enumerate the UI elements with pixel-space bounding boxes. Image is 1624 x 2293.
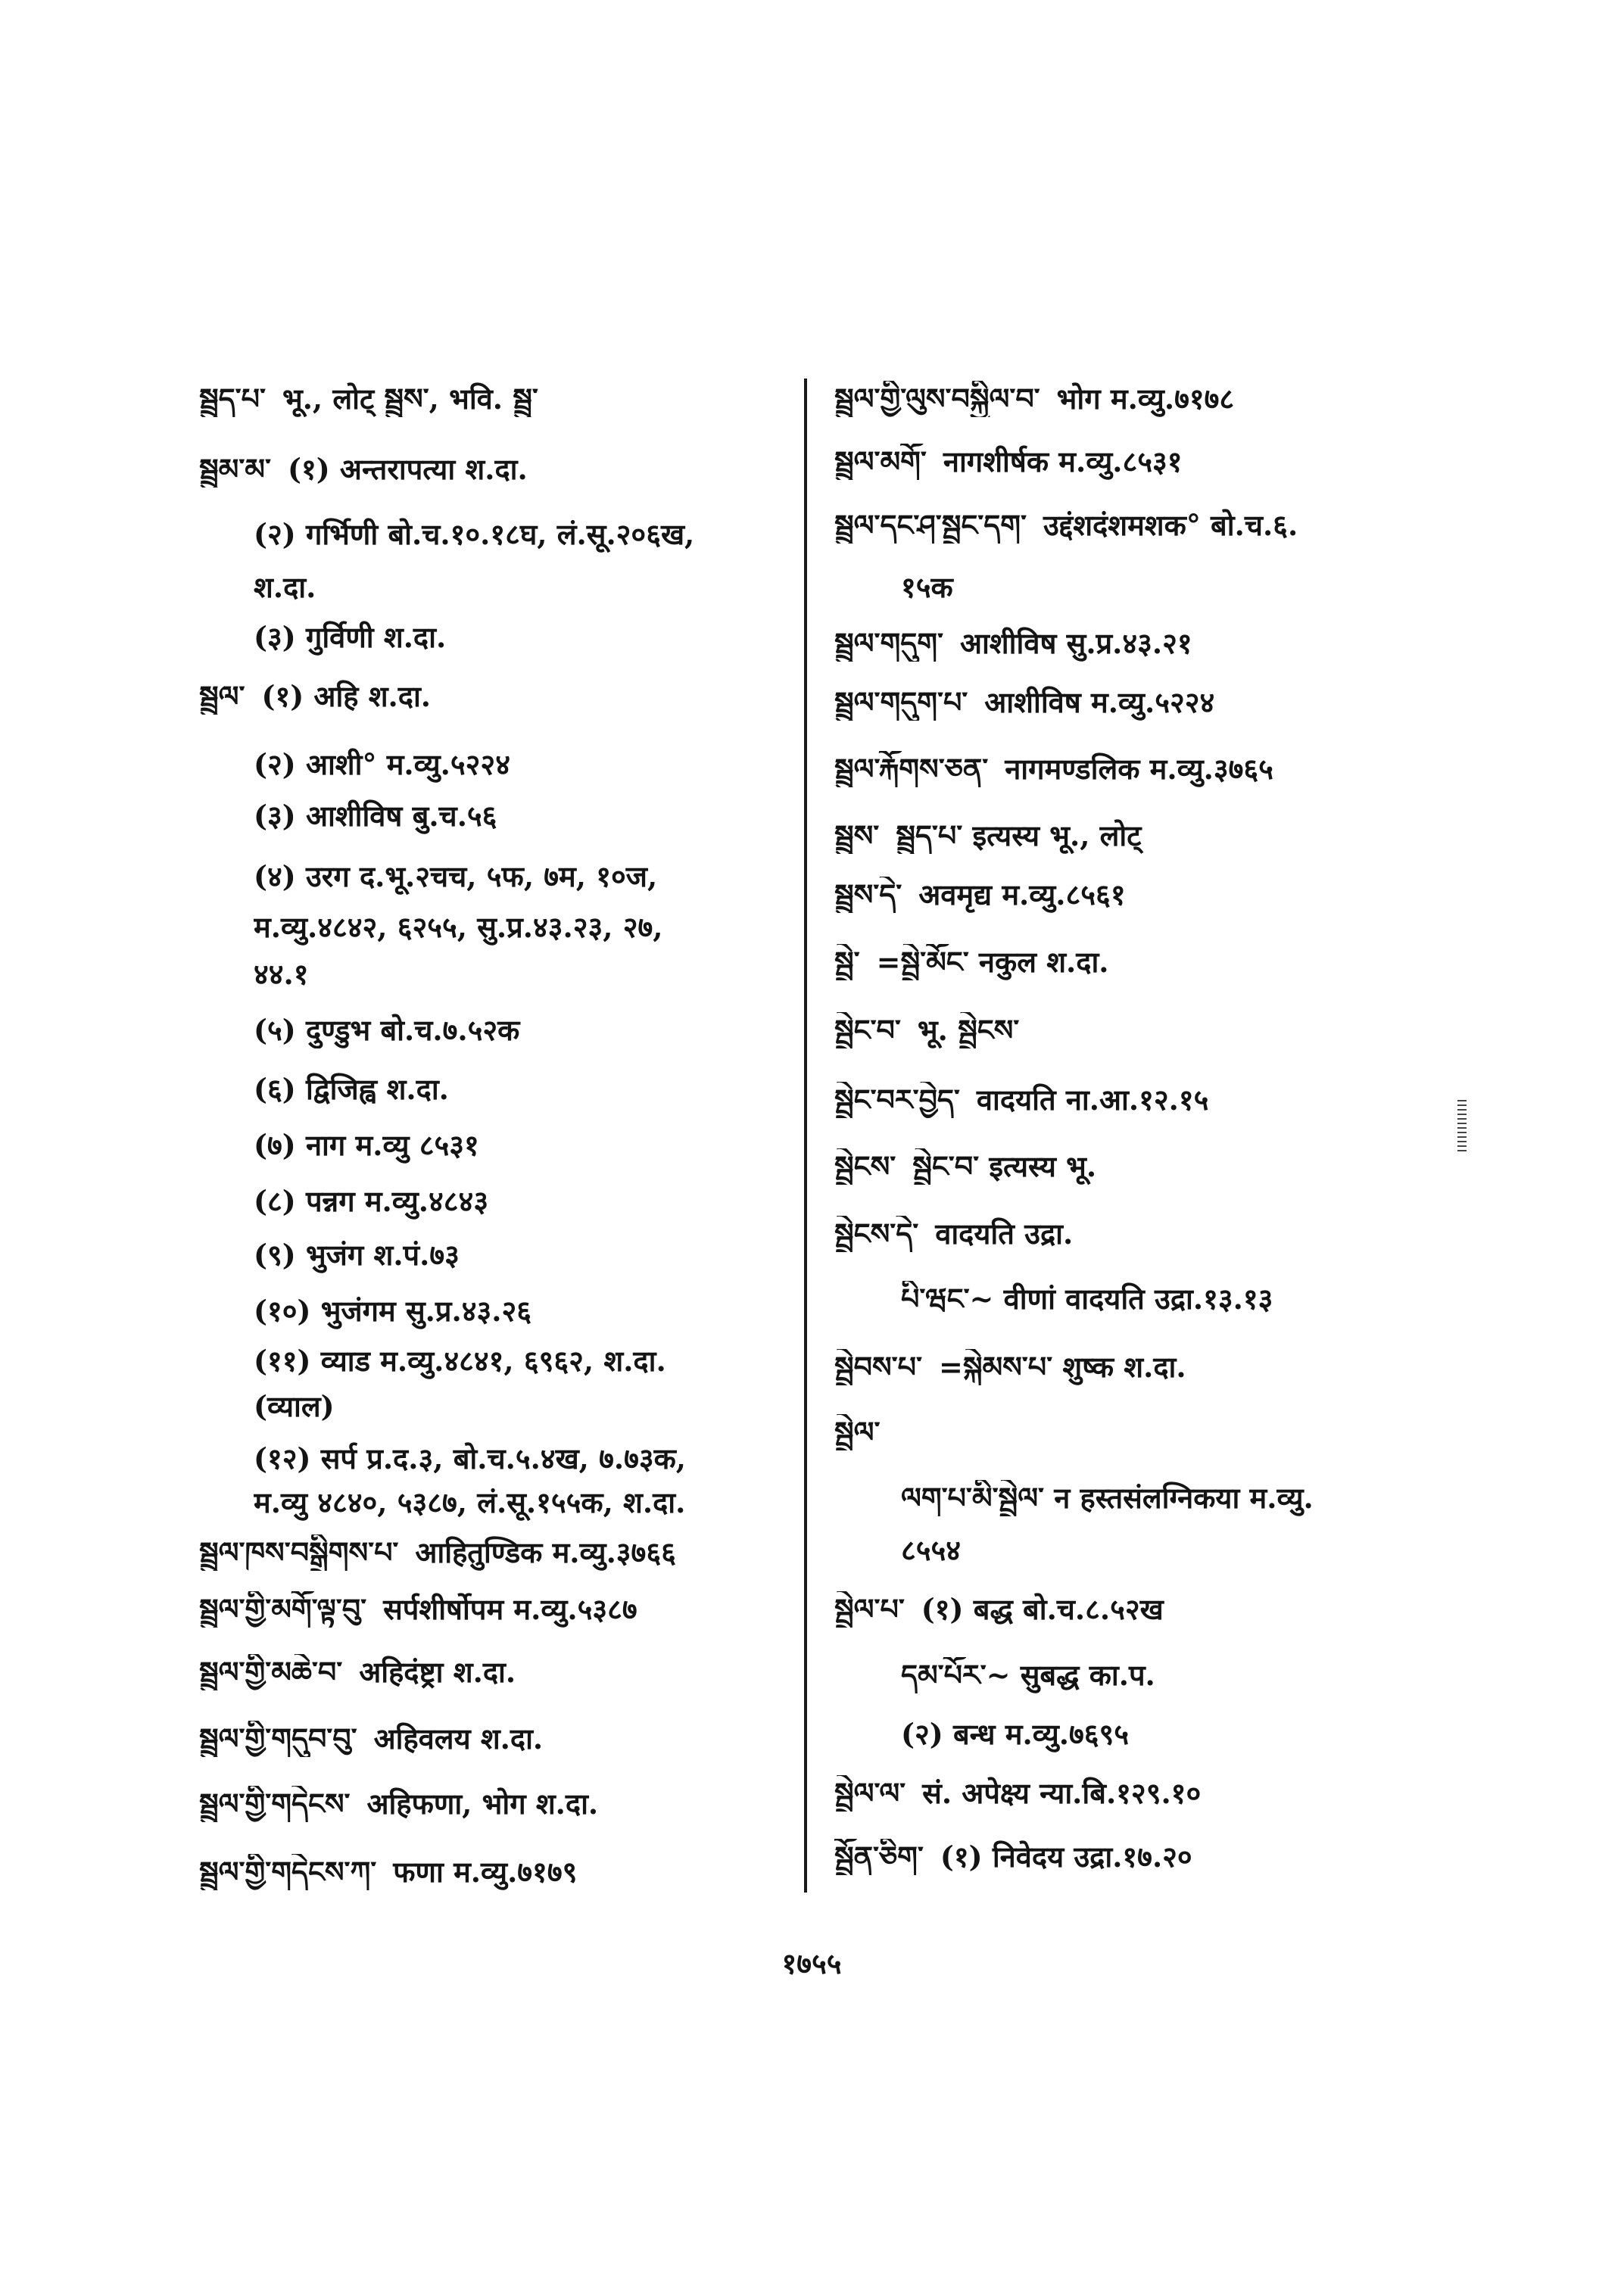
tibetan-headword: སྦྲུས་: [834, 818, 880, 852]
sanskrit-equivalent: आहितुण्डिक म.व्यु.३७६६: [415, 1535, 676, 1569]
sanskrit-equivalent: (८) पन्नग म.व्यु.४८४३: [254, 1184, 489, 1218]
tibetan-headword: སྦྲོན་ཅིག་: [834, 1840, 924, 1874]
sanskrit-equivalent: फणा म.व्यु.७१७९: [393, 1855, 578, 1889]
sanskrit-equivalent: (६) द्विजिह्व श.दा.: [254, 1072, 449, 1106]
tibetan-headword: སྦྲུལ་མགོ་: [834, 444, 927, 478]
sense-line: [901, 1281, 1501, 1317]
entry-line: [834, 1216, 1501, 1252]
sanskrit-equivalent: आशीविष सु.प्र.४३.२१: [959, 626, 1192, 660]
sanskrit-equivalent: (व्याल): [254, 1389, 335, 1423]
tibetan-headword: སྦྲུམ་མ་: [199, 452, 271, 486]
tibetan-headword: སྦྲུལ་གྱི་ལུས་བསྐྱིལ་བ་: [834, 382, 1040, 416]
tibetan-headword: སྦྲུལ་: [199, 679, 245, 713]
sanskrit-equivalent: अहिवलय श.दा.: [373, 1721, 544, 1756]
sense-line: [901, 1532, 1501, 1569]
sense-line: [901, 1657, 1501, 1693]
tibetan-headword: སྦྲུལ་གདུག་པ་: [834, 685, 968, 719]
sanskrit-equivalent: དམ་པོར་~ सुबद्ध का.प.: [901, 1658, 1155, 1692]
sanskrit-equivalent: भोग म.व्यु.७१७८: [1056, 382, 1235, 416]
tibetan-headword: སྦྲེལ་པ་: [834, 1592, 905, 1626]
sanskrit-equivalent: भू., लोट् སྦྲུས་, भवि. སྦྲུ་: [282, 382, 538, 416]
entry-line: [834, 1349, 1501, 1385]
entry-line: [834, 625, 1501, 662]
sanskrit-equivalent: (२) आशी° म.व्यु.५२२४: [254, 747, 510, 781]
sanskrit-equivalent: (३) गुर्विणी श.दा.: [254, 620, 447, 654]
tibetan-headword: སྦྲུལ་གྱི་གདུབ་བུ་: [199, 1721, 357, 1756]
sense-line: [901, 1716, 1501, 1752]
sanskrit-equivalent: (३) आशीविष बु.च.५६: [254, 799, 497, 833]
entry-line: [834, 1414, 1501, 1450]
entry-line: [834, 1775, 1501, 1812]
sanskrit-equivalent: भू. སྦྲེངས་: [917, 1013, 1020, 1047]
sanskrit-equivalent: སྦྲུད་པ་ इत्यस्य भू., लोट्: [896, 818, 1142, 852]
entry-line: [834, 1012, 1501, 1048]
entry-line: [834, 507, 1501, 544]
sanskrit-equivalent: (१२) सर्प प्र.द.३, बो.च.५.४ख, ७.७३क,: [254, 1441, 687, 1475]
tibetan-headword: སྦྲུལ་གྱི་མགོ་ལྟ་བུ་: [199, 1592, 367, 1626]
tibetan-headword: སྦྲུས་དེ་: [834, 877, 902, 911]
entry-line: [834, 1591, 1501, 1628]
entry-line: [834, 1148, 1501, 1185]
entry-line: [834, 1082, 1501, 1118]
sanskrit-equivalent: (१) अहि श.दा.: [261, 679, 432, 713]
tibetan-headword: སྦྲེ་: [834, 945, 860, 979]
sanskrit-equivalent: (२) बन्ध म.व्यु.७६९५: [901, 1717, 1130, 1751]
sanskrit-equivalent: (७) नाग म.व्यु ८५३१: [254, 1128, 479, 1162]
tibetan-headword: སྦྲེངས་དེ་: [834, 1217, 919, 1251]
sanskrit-equivalent: अहिफणा, भोग श.दा.: [366, 1787, 599, 1821]
sanskrit-equivalent: =སྦྲེ་མོང་ नकुल श.दा.: [876, 945, 1109, 979]
tibetan-headword: སྦྲུལ་གདུག་: [834, 626, 943, 660]
sanskrit-equivalent: (११) व्याड म.व्यु.४८४१, ६९६२, श.दा.: [254, 1344, 666, 1378]
sanskrit-equivalent: ལག་པ་མི་སྦྲེལ་ न हस्तसंलग्निकया म.व्यु.: [901, 1481, 1314, 1515]
tibetan-headword: སྦྲེལ་: [834, 1415, 881, 1449]
tibetan-headword: སྦྲེང་བ་: [834, 1013, 901, 1047]
entry-line: [834, 444, 1501, 480]
sanskrit-equivalent: (१०) भुजंगम सु.प्र.४३.२६: [254, 1294, 532, 1328]
sanskrit-equivalent: म.व्यु.४८४२, ६२५५, सु.प्र.४३.२३, २७,: [254, 910, 663, 944]
tibetan-headword: སྦྲུད་པ་: [199, 382, 266, 416]
tibetan-headword: སྦྲེངས་: [834, 1149, 896, 1183]
sanskrit-equivalent: श.दा.: [254, 570, 316, 604]
sanskrit-equivalent: (१) बद्ध बो.च.८.५२ख: [921, 1592, 1164, 1626]
sanskrit-equivalent: (१) निवेदय उद्रा.१७.२०: [940, 1840, 1192, 1874]
page-number: १७५५: [781, 1946, 842, 1980]
sanskrit-equivalent: (१) अन्तरापत्या श.दा.: [287, 452, 528, 486]
sanskrit-equivalent: १५क: [901, 570, 953, 604]
sanskrit-equivalent: नागशीर्षक म.व्यु.८५३१: [943, 444, 1183, 478]
tibetan-headword: སྦྲུལ་གྱི་གདེངས་ཀ་: [199, 1855, 377, 1889]
sanskrit-equivalent: =སྐེམས་པ་ शुष्क श.दा.: [938, 1350, 1186, 1384]
tibetan-headword: སྦྲུལ་གྱི་གདེངས་: [199, 1787, 351, 1821]
sanskrit-equivalent: आशीविष म.व्यु.५२२४: [984, 685, 1215, 719]
sanskrit-equivalent: སྦྲེང་བ་ इत्यस्य भू.: [912, 1149, 1097, 1183]
tibetan-headword: སྦྲུལ་གྱི་མཆེ་བ་: [199, 1655, 343, 1689]
entry-line: [834, 877, 1501, 913]
tibetan-headword: སྦྲེལ་ལ་: [834, 1776, 906, 1810]
sanskrit-equivalent: सं. अपेक्ष्य न्या.बि.१२९.१०: [922, 1776, 1202, 1810]
entry-line: [834, 818, 1501, 854]
entry-line: [834, 944, 1501, 980]
entry-line: [834, 381, 1501, 417]
scan-mark: [1457, 1100, 1467, 1154]
tibetan-headword: སྦྲུལ་རྐོགས་ཅན་: [834, 752, 989, 786]
sanskrit-equivalent: म.व्यु ४८४०, ५३८७, लं.सू.१५५क, श.दा.: [254, 1485, 686, 1519]
sanskrit-equivalent: པི་ཝང་~ वीणां वादयति उद्रा.१३.१३: [901, 1282, 1273, 1316]
entry-line: [834, 751, 1501, 787]
sanskrit-equivalent: ८५५४: [901, 1533, 962, 1567]
tibetan-headword: སྦྲུལ་དང་ཤ་སྦྲང་དག་: [834, 508, 1027, 542]
sanskrit-equivalent: वादयति ना.आ.१२.१५: [976, 1083, 1209, 1117]
sanskrit-equivalent: नागमण्डलिक म.व्यु.३७६५: [1005, 752, 1273, 786]
sanskrit-equivalent: वादयति उद्रा.: [935, 1217, 1074, 1251]
tibetan-headword: སྦྲེབས་པ་: [834, 1350, 922, 1384]
sanskrit-equivalent: (५) दुण्डुभ बो.च.७.५२क: [254, 1013, 520, 1047]
sanskrit-equivalent: उद्दंशदंशमशक° बो.च.६.: [1043, 508, 1298, 542]
sanskrit-equivalent: (९) भुजंग श.पं.७३: [254, 1238, 460, 1272]
sanskrit-equivalent: (२) गर्भिणी बो.च.१०.१८घ, लं.सू.२०६ख,: [254, 517, 695, 551]
sanskrit-equivalent: अवमृद्य म.व्यु.८५६१: [918, 877, 1126, 911]
entry-line: [834, 684, 1501, 721]
tibetan-headword: སྦྲུལ་ཁས་བསྒྲིགས་པ་: [199, 1535, 399, 1569]
sense-line: [901, 1480, 1501, 1516]
sanskrit-equivalent: ४४.१: [254, 957, 309, 991]
sanskrit-equivalent: सर्पशीर्षोपम म.व्यु.५३८७: [383, 1592, 637, 1626]
entry-line: [834, 1839, 1501, 1875]
sanskrit-equivalent: (४) उरग द.भू.२चच, ५फ, ७म, १०ज,: [254, 859, 658, 893]
sanskrit-equivalent: अहिदंष्ट्रा श.दा.: [359, 1655, 516, 1689]
tibetan-headword: སྦྲེང་བར་བྱེད་: [834, 1083, 960, 1117]
sense-line: [901, 569, 1501, 606]
